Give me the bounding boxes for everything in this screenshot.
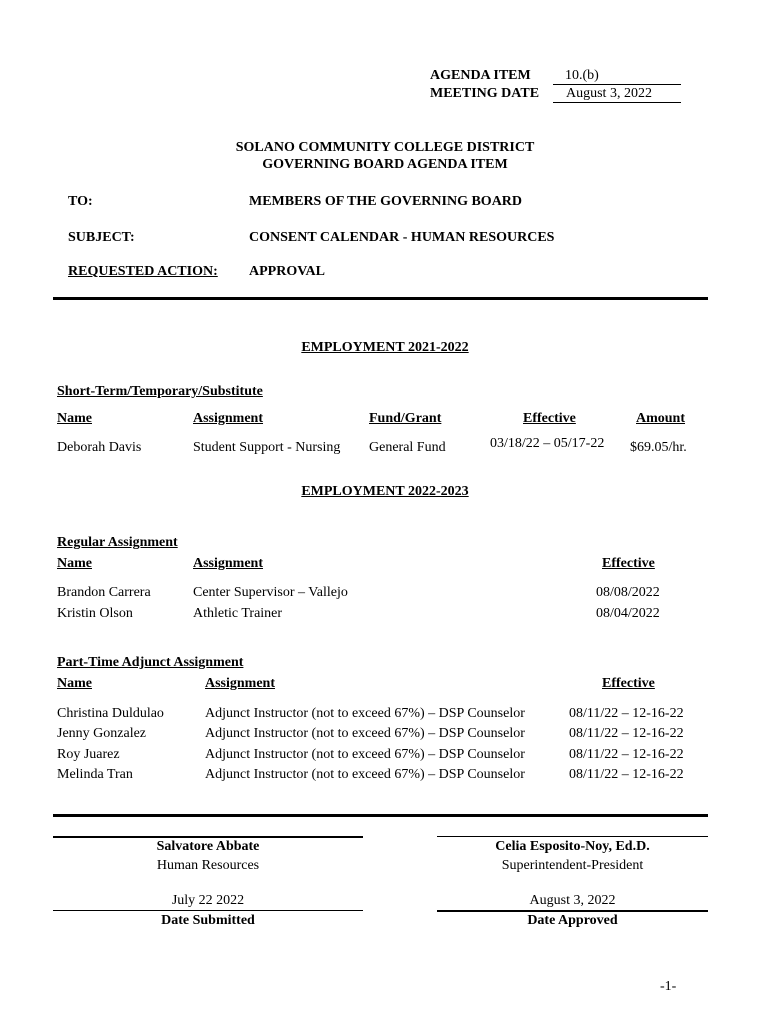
col-header-fund: Fund/Grant	[369, 411, 442, 426]
row-name: Roy Juarez	[57, 747, 120, 762]
adjunct-header-name: Name	[57, 676, 92, 691]
district-title: SOLANO COMMUNITY COLLEGE DISTRICT	[235, 140, 535, 155]
adjunct-section-title: Part-Time Adjunct Assignment	[57, 655, 244, 670]
row-name: Melinda Tran	[57, 767, 133, 782]
row-fund: General Fund	[369, 440, 446, 455]
left-signer-title: Human Resources	[156, 858, 260, 873]
row-name: Brandon Carrera	[57, 585, 151, 600]
agenda-item-value: 10.(b)	[565, 68, 599, 83]
row-effective: 08/08/2022	[596, 585, 660, 600]
date-submitted-line	[53, 910, 363, 911]
page-number: -1-	[660, 979, 677, 994]
employment-2022-2023-title: EMPLOYMENT 2022-2023	[301, 484, 469, 499]
row-name: Christina Duldulao	[57, 706, 164, 721]
regular-header-assignment: Assignment	[193, 556, 264, 571]
left-signer-name: Salvatore Abbate	[156, 839, 260, 854]
meeting-date-underline	[553, 102, 681, 103]
meeting-date-label: MEETING DATE	[430, 86, 540, 101]
date-approved-line	[437, 910, 708, 912]
date-approved-label: Date Approved	[527, 913, 618, 928]
row-effective: 08/11/22 – 12-16-22	[569, 767, 684, 782]
right-signer-name: Celia Esposito-Noy, Ed.D.	[495, 839, 650, 854]
agenda-item-label: AGENDA ITEM	[430, 68, 531, 83]
regular-section-title: Regular Assignment	[57, 535, 178, 550]
row-effective: 08/11/22 – 12-16-22	[569, 747, 684, 762]
row-assignment: Adjunct Instructor (not to exceed 67%) – DSP Counselor	[205, 726, 525, 741]
to-label: TO:	[68, 194, 93, 209]
row-assignment: Adjunct Instructor (not to exceed 67%) – DSP Counselor	[205, 747, 525, 762]
header-divider	[53, 297, 708, 300]
agenda-title: GOVERNING BOARD AGENDA ITEM	[262, 157, 508, 172]
row-effective: 03/18/22 – 05/17-22	[490, 436, 605, 451]
signature-divider	[53, 814, 708, 817]
right-signer-title: Superintendent-President	[501, 858, 644, 873]
date-submitted-label: Date Submitted	[161, 913, 255, 928]
subject-label: SUBJECT:	[68, 230, 135, 245]
row-assignment: Adjunct Instructor (not to exceed 67%) – DSP Counselor	[205, 706, 525, 721]
employment-2021-2022-title: EMPLOYMENT 2021-2022	[301, 340, 469, 355]
row-assignment: Center Supervisor – Vallejo	[193, 585, 348, 600]
subject-value: CONSENT CALENDAR - HUMAN RESOURCES	[249, 230, 555, 245]
adjunct-header-effective: Effective	[602, 676, 655, 691]
requested-action-value: APPROVAL	[249, 264, 325, 279]
requested-action-label: REQUESTED ACTION:	[68, 264, 218, 279]
row-name: Deborah Davis	[57, 440, 142, 455]
agenda-item-underline	[553, 84, 681, 85]
col-header-amount: Amount	[636, 411, 686, 426]
col-header-assignment: Assignment	[193, 411, 264, 426]
col-header-name: Name	[57, 411, 92, 426]
row-effective: 08/04/2022	[596, 606, 660, 621]
row-assignment: Adjunct Instructor (not to exceed 67%) – DSP Counselor	[205, 767, 525, 782]
row-effective: 08/11/22 – 12-16-22	[569, 706, 684, 721]
to-value: MEMBERS OF THE GOVERNING BOARD	[249, 194, 523, 209]
regular-header-effective: Effective	[602, 556, 655, 571]
right-signature-line	[437, 836, 708, 837]
left-signature-line	[53, 836, 363, 838]
row-effective: 08/11/22 – 12-16-22	[569, 726, 684, 741]
col-header-effective: Effective	[523, 411, 576, 426]
date-submitted-value: July 22 2022	[171, 893, 245, 908]
date-approved-value: August 3, 2022	[529, 893, 616, 908]
row-name: Jenny Gonzalez	[57, 726, 147, 741]
adjunct-header-assignment: Assignment	[205, 676, 276, 691]
short-term-section-title: Short-Term/Temporary/Substitute	[57, 384, 263, 399]
row-name: Kristin Olson	[57, 606, 133, 621]
row-assignment: Student Support - Nursing	[193, 440, 341, 455]
meeting-date-value: August 3, 2022	[566, 86, 652, 101]
row-assignment: Athletic Trainer	[193, 606, 283, 621]
row-amount: $69.05/hr.	[630, 440, 687, 455]
regular-header-name: Name	[57, 556, 92, 571]
